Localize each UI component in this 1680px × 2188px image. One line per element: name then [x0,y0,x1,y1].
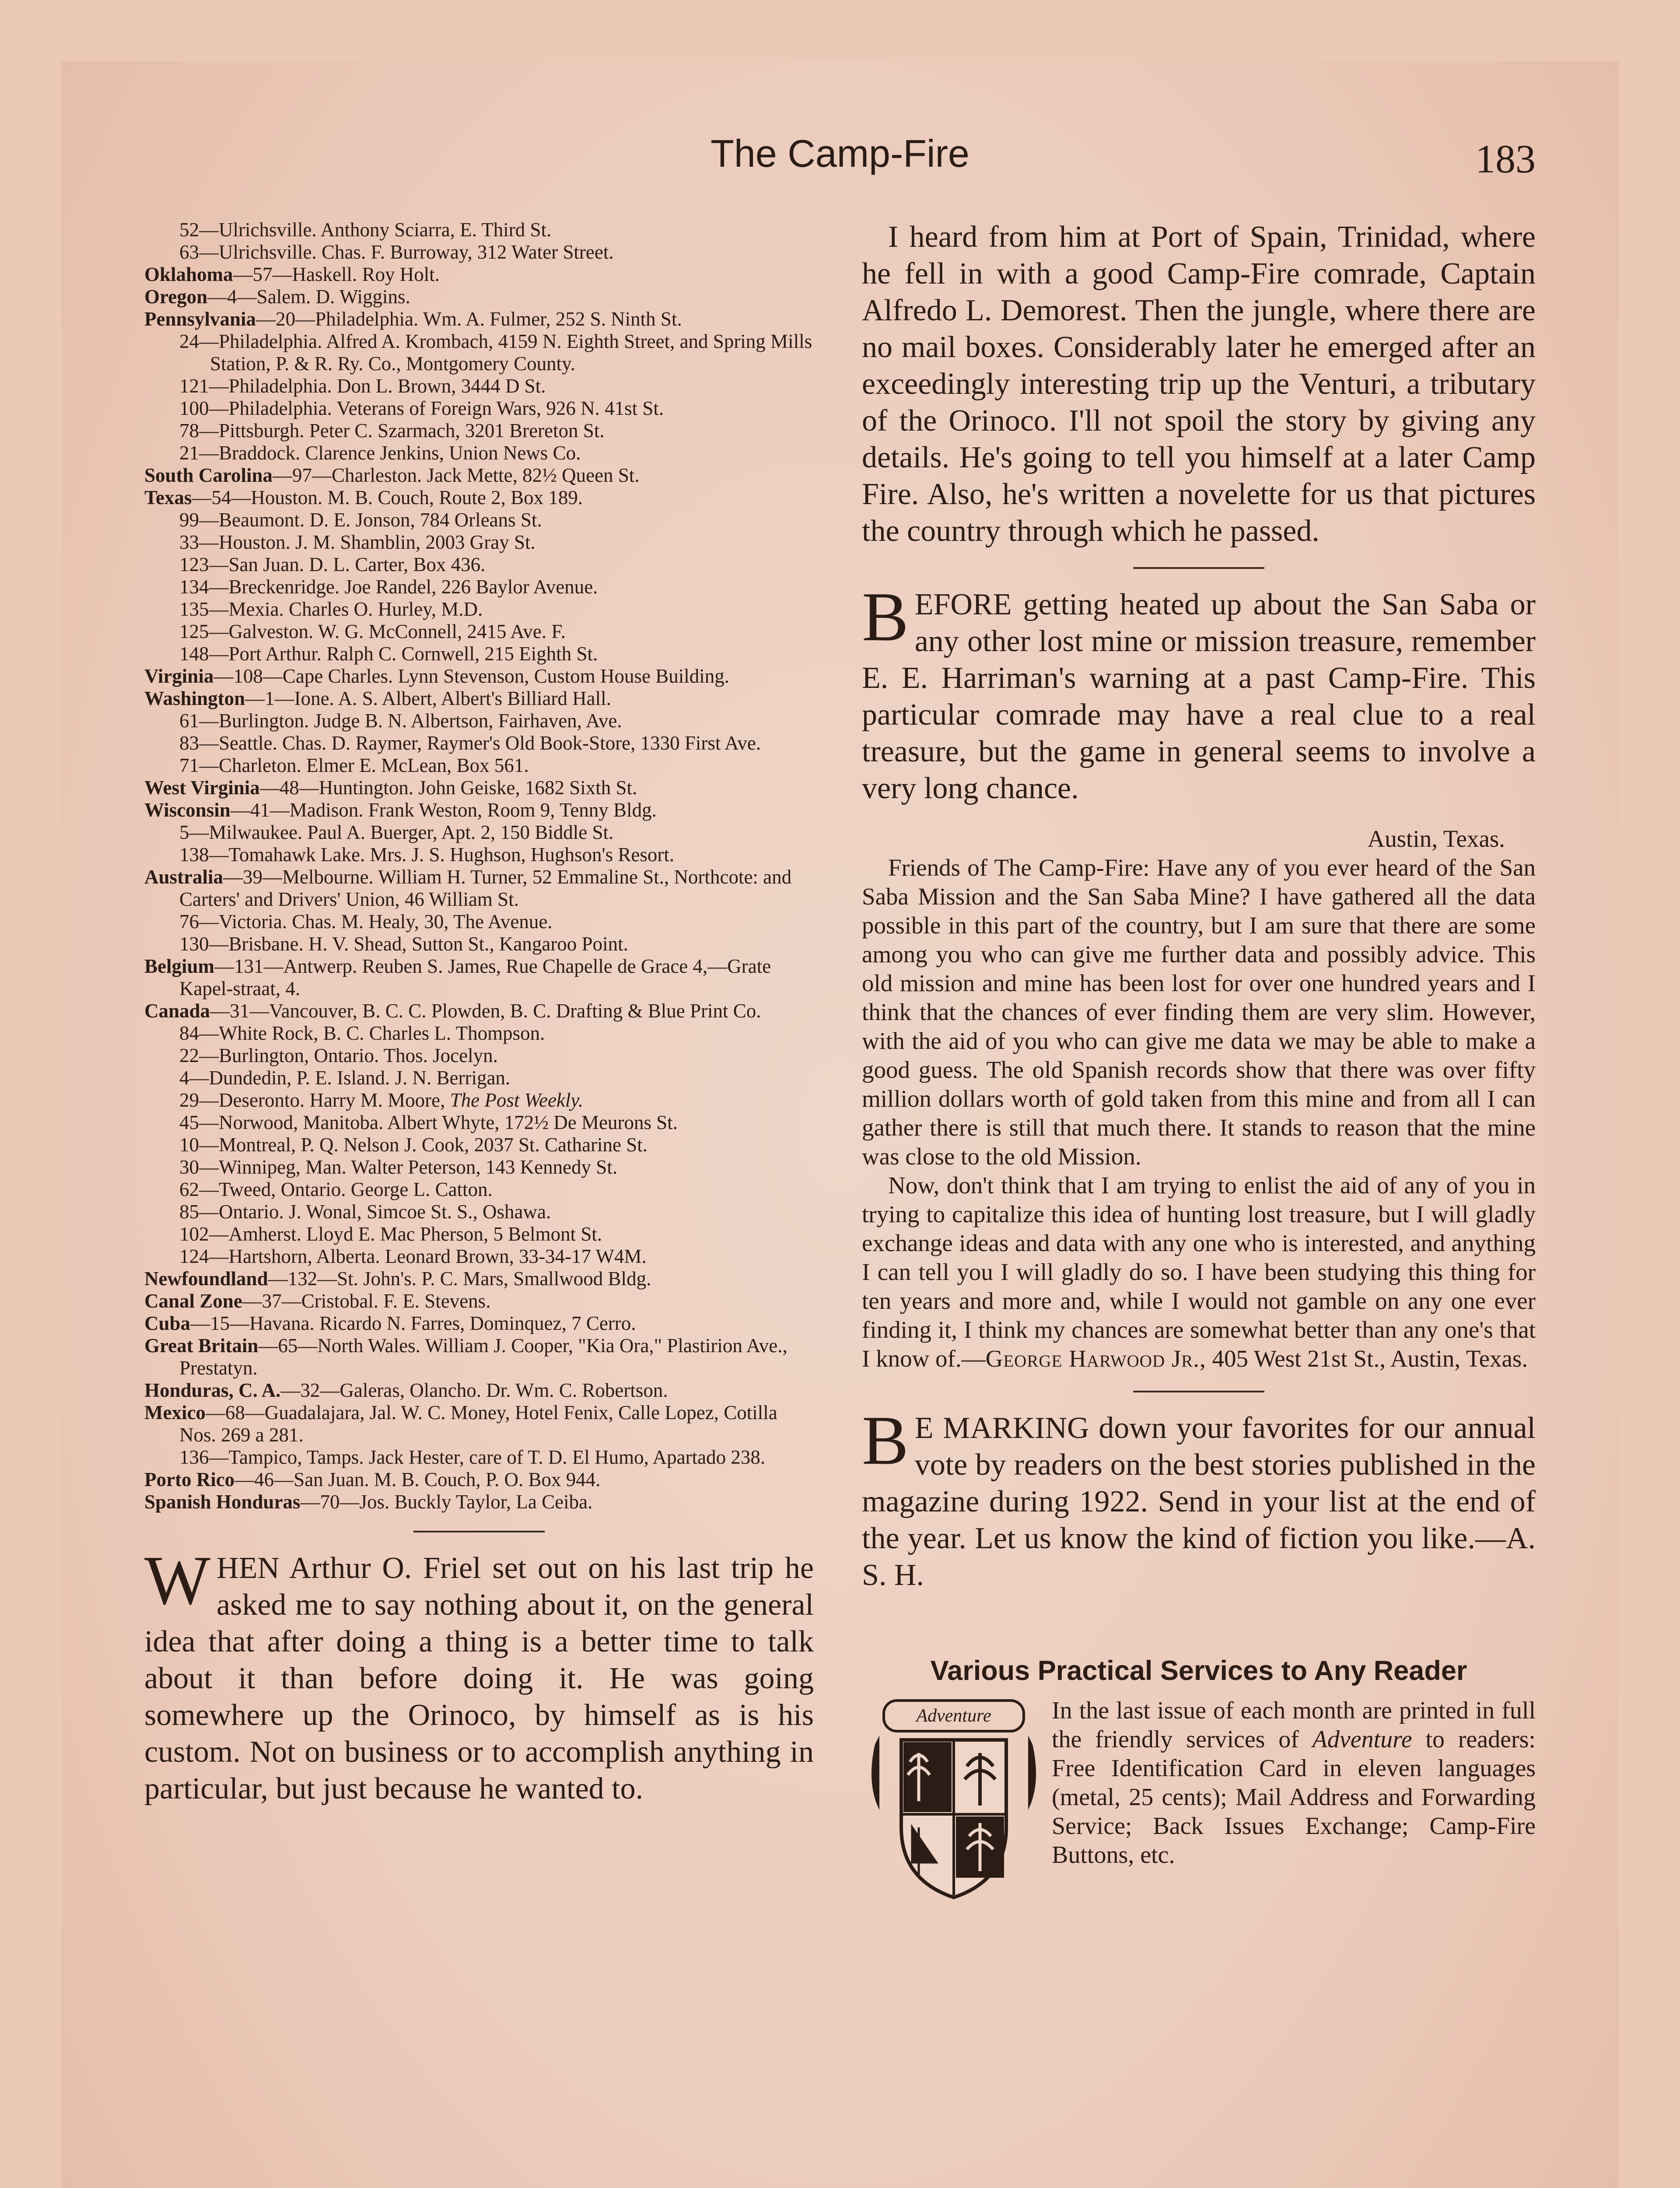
roster-entry: 136—Tampico, Tamps. Jack Hester, care of T. D. El Humo, Apartado 238. [179,1446,766,1468]
page-number: 183 [1475,137,1536,181]
roster-text: Montreal, P. Q. Nelson J. Cook, 2037 St. Catharine St. [219,1134,648,1156]
roster-entry: 83—Seattle. Chas. D. Raymer, Raymer's Old Book-Store, 1330 First Ave. [179,732,761,754]
roster-number: 84 [179,1022,199,1044]
roster-entry: 30—Winnipeg, Man. Walter Peterson, 143 Kennedy St. [179,1156,618,1178]
roster-entry: Mexico—68—Guadalajara, Jal. W. C. Money, Hotel Fenix, Calle Lopez, Cotilla Nos. 269 a 281. [144,1402,777,1446]
roster-text: Huntington. John Geiske, 1682 Sixth St. [318,777,637,799]
roster-state: Virginia [144,665,214,687]
roster-number: 136 [179,1446,209,1468]
roster-entry: Wisconsin—41—Madison. Frank Weston, Room 9, Tenny Bldg. [144,799,657,821]
page-title: The Camp-Fire [710,132,970,175]
roster-entry: 76—Victoria. Chas. M. Healy, 30, The Avenue. [179,911,553,933]
roster-state: Texas [144,487,192,508]
roster-text: Mexia. Charles O. Hurley, M.D. [228,598,483,620]
roster-text: Haskell. Roy Holt. [292,263,440,285]
roster-number: 78 [179,420,199,442]
roster-entry: 21—Braddock. Clarence Jenkins, Union News Co. [179,442,581,464]
harwood-letter [862,824,1536,1373]
letter-signature: George Harwood Jr., [985,1345,1206,1372]
roster-number: 97 [292,464,312,486]
roster-number: 30 [179,1156,199,1178]
roster-state: West Virginia [144,777,260,799]
roster-text: Dundedin, P. E. Island. J. N. Berrigan. [209,1067,511,1089]
roster-italic: The Post Weekly. [450,1089,584,1111]
roster-number: 21 [179,442,199,464]
roster-text: Amherst. Lloyd E. Mac Pherson, 5 Belmont St. [228,1223,602,1245]
emblem-label: Adventure [916,1706,991,1726]
roster-text: Cristobal. F. E. Stevens. [301,1290,491,1312]
roster-number: 85 [179,1201,199,1223]
roster-state: Honduras, C. A. [144,1379,281,1401]
letter-place: Austin, Texas. [1367,825,1505,852]
roster-number: 41 [250,799,270,821]
roster-text: North Wales. William J. Cooper, "Kia Ora," Plastirion Ave., Prestatyn. [179,1335,788,1379]
roster-text: Brisbane. H. V. Shead, Sutton St., Kangaroo Point. [228,933,628,955]
roster-entry: 148—Port Arthur. Ralph C. Cornwell, 215 Eighth St. [179,643,598,665]
roster-number: 125 [179,621,209,642]
roster-state: South Carolina [144,464,273,486]
roster-number: 62 [179,1178,199,1200]
roster-entry: Newfoundland—132—St. John's. P. C. Mars, Smallwood Bldg. [144,1268,651,1290]
roster-text: Ontario. J. Wonal, Simcoe St. S., Oshawa. [219,1201,551,1223]
roster-number: 5 [179,821,189,843]
roster-text: Houston. M. B. Couch, Route 2, Box 189. [251,487,583,508]
roster-number: 65 [278,1335,298,1357]
roster-entry: 62—Tweed, Ontario. George L. Catton. [179,1178,493,1200]
roster-entry: 125—Galveston. W. G. McConnell, 2415 Ave. F. [179,621,566,642]
roster-number: 102 [179,1223,209,1245]
roster-text: Breckenridge. Joe Randel, 226 Baylor Avenue. [228,576,598,598]
roster-text: Philadelphia. Wm. A. Fulmer, 252 S. Ninth St. [315,308,682,330]
roster-number: 68 [225,1402,245,1424]
roster-entry: 33—Houston. J. M. Shamblin, 2003 Gray St. [179,531,536,553]
roster-number: 70 [320,1491,340,1513]
roster-state: Oregon [144,286,208,308]
friel-continued [862,219,1536,550]
roster-text: Seattle. Chas. D. Raymer, Raymer's Old Book-Store, 1330 First Ave. [219,732,761,754]
roster-entry: 10—Montreal, P. Q. Nelson J. Cook, 2037 St. Catharine St. [179,1134,648,1156]
roster-number: 61 [179,710,199,732]
roster-entry: 134—Breckenridge. Joe Randel, 226 Baylor Avenue. [179,576,598,598]
roster-state: Wisconsin [144,799,231,821]
roster-number: 131 [234,955,264,977]
roster-text: Braddock. Clarence Jenkins, Union News Co. [219,442,581,464]
roster-entry: Honduras, C. A.—32—Galeras, Olancho. Dr. Wm. C. Robertson. [144,1379,668,1401]
roster-text: Philadelphia. Veterans of Foreign Wars, 926 N. 41st St. [228,397,664,419]
services-text-b: to readers: Free Identification Card in eleven languages (metal, 25 cents); Mail Address and Forwarding Service; Back Issues Exchange; Camp-Fire Buttons, etc. [1052,1726,1536,1869]
roster-text: Philadelphia. Don L. Brown, 3444 D St. [228,375,546,397]
roster-text: Galveston. W. G. McConnell, 2415 Ave. F. [228,621,566,642]
roster-entry: Oklahoma—57—Haskell. Roy Holt. [144,263,440,285]
roster-text: Madison. Frank Weston, Room 9, Tenny Bldg. [289,799,657,821]
roster-number: 76 [179,911,199,933]
roster-text: Deseronto. Harry M. Moore, [219,1089,450,1111]
roster-number: 1 [265,687,275,709]
roster-number: 132 [287,1268,318,1290]
roster-state: Canal Zone [144,1290,242,1312]
roster-text: Tampico, Tamps. Jack Hester, care of T. D. El Humo, Apartado 238. [228,1446,766,1468]
roster-number: 29 [179,1089,199,1111]
roster-text: San Juan. M. B. Couch, P. O. Box 944. [294,1469,601,1490]
roster-entry: 52—Ulrichsville. Anthony Sciarra, E. Third St. [179,219,552,241]
roster-number: 24 [179,330,199,352]
letter-address: 405 West 21st St., Austin, Texas. [1212,1345,1528,1372]
roster-text: White Rock, B. C. Charles L. Thompson. [219,1022,545,1044]
roster-number: 22 [179,1045,199,1066]
roster-text: Tomahawk Lake. Mrs. J. S. Hughson, Hughson's Resort. [228,844,675,866]
roster-entry: 24—Philadelphia. Alfred A. Krombach, 4159 N. Eighth Street, and Spring Mills Station, P. & R. Ry. Co., Montgomery County. [179,330,812,375]
roster-entry: Oregon—4—Salem. D. Wiggins. [144,286,410,308]
roster-text: Salem. D. Wiggins. [256,286,410,308]
roster-text: Hartshorn, Alberta. Leonard Brown, 33-34-17 W4M. [228,1245,647,1267]
roster-entry: 102—Amherst. Lloyd E. Mac Pherson, 5 Belmont St. [179,1223,602,1245]
roster-entry: 84—White Rock, B. C. Charles L. Thompson. [179,1022,545,1044]
roster-entry: Cuba—15—Havana. Ricardo N. Farres, Dominquez, 7 Cerro. [144,1312,636,1334]
roster-entry: 135—Mexia. Charles O. Hurley, M.D. [179,598,483,620]
roster-number: 100 [179,397,209,419]
roster-state: Porto Rico [144,1469,235,1490]
roster-number: 45 [179,1112,199,1133]
roster-text: Ulrichsville. Chas. F. Burroway, 312 Water Street. [219,241,614,263]
roster-entry: Porto Rico—46—San Juan. M. B. Couch, P. O. Box 944. [144,1469,601,1490]
friel-section [144,1541,814,1807]
letter-paragraph-1: Friends of The Camp-Fire: Have any of you ever heard of the San Saba Mission and the San Saba Mine? I have gathered all the data possible in this part of the country, but I am sure that there are some among you who can give me further data and possibly advice. This old mission and mine has been lost for over one hundred years and I think that the chances of ever finding them are very slim. However, with the aid of you who can give me data we may be able to make a good guess. The old Spanish records show that there was over fifty million dollars worth of gold taken from this mine and from all I can gather there is still that much there. It stands to reason that the mine was close to the old Mission. [862,854,1536,1170]
roster-text: Cape Charles. Lynn Stevenson, Custom House Building. [282,665,730,687]
roster-entry: Canal Zone—37—Cristobal. F. E. Stevens. [144,1290,491,1312]
roster-text: Vancouver, B. C. C. Plowden, B. C. Drafting & Blue Print Co. [269,1000,761,1022]
roster-entry: Texas—54—Houston. M. B. Couch, Route 2, Box 189. [144,487,583,508]
page-header [0,127,1680,188]
roster-entry: South Carolina—97—Charleston. Jack Mette, 82½ Queen St. [144,464,640,486]
roster-number: 124 [179,1245,209,1267]
roster-text: Houston. J. M. Shamblin, 2003 Gray St. [219,531,536,553]
roster-text: Antwerp. Reuben S. James, Rue Chapelle de Grace 4,—Grate Kapel-straat, 4. [179,955,771,999]
roster-number: 135 [179,598,209,620]
roster-entry: 130—Brisbane. H. V. Shead, Sutton St., Kangaroo Point. [179,933,628,955]
roster-entry: 124—Hartshorn, Alberta. Leonard Brown, 33-34-17 W4M. [179,1245,647,1267]
roster-entry: Virginia—108—Cape Charles. Lynn Stevenson, Custom House Building. [144,665,730,687]
roster-text: Charleston. Jack Mette, 82½ Queen St. [332,464,640,486]
roster-state: Newfoundland [144,1268,268,1290]
roster-entry: 29—Deseronto. Harry M. Moore, The Post Weekly. [179,1089,584,1111]
roster-number: 54 [211,487,231,508]
before-section [862,578,1536,807]
section-divider [413,1531,545,1532]
right-column [862,219,1536,1906]
roster-number: 134 [179,576,209,598]
roster-number: 57 [252,263,273,285]
roster-number: 4 [227,286,237,308]
roster-entry: 100—Philadelphia. Veterans of Foreign Wars, 926 N. 41st St. [179,397,664,419]
roster-number: 71 [179,754,199,776]
roster-entry: Pennsylvania—20—Philadelphia. Wm. A. Fulmer, 252 S. Ninth St. [144,308,682,330]
roster-text: Ulrichsville. Anthony Sciarra, E. Third St. [219,219,552,241]
roster-state: Canada [144,1000,210,1022]
roster-text: Beaumont. D. E. Jonson, 784 Orleans St. [219,509,542,531]
roster-entry: 78—Pittsburgh. Peter C. Szarmach, 3201 Brereton St. [179,420,605,442]
roster-entry: 121—Philadelphia. Don L. Brown, 3444 D St. [179,375,546,397]
roster-number: 32 [300,1379,320,1401]
roster-number: 15 [210,1312,230,1334]
marking-text: E MARKING down your favorites for our annual vote by readers on the best stories published in the magazine during 1922. Send in your list at the end of the year. Let us know the kind of fiction you like.—A. S. H. [862,1411,1536,1592]
roster-entry: 61—Burlington. Judge B. N. Albertson, Fairhaven, Ave. [179,710,622,732]
before-text: EFORE getting heated up about the San Saba or any other lost mine or mission treasure, remember E. E. Harriman's warning at a past Camp-Fire. This particular comrade may have a real clue to a real treasure, but the game in general seems to involve a very long chance. [862,588,1536,805]
roster-text: Jos. Buckly Taylor, La Ceiba. [359,1491,593,1513]
roster-number: 52 [179,219,199,241]
roster-number: 10 [179,1134,199,1156]
roster-number: 63 [179,241,199,263]
roster-state: Spanish Honduras [144,1491,301,1513]
roster-entry: 71—Charleton. Elmer E. McLean, Box 561. [179,754,529,776]
roster-number: 4 [179,1067,189,1089]
roster-text: Melbourne. William H. Turner, 52 Emmaline St., Northcote: and Carters' and Drivers' Union, 46 William St. [179,866,792,910]
roster-entry: Washington—1—Ione. A. S. Albert, Albert's Billiard Hall. [144,687,611,709]
roster-text: Victoria. Chas. M. Healy, 30, The Avenue. [219,911,553,933]
roster-entry: West Virginia—48—Huntington. John Geiske, 1682 Sixth St. [144,777,637,799]
roster-state: Oklahoma [144,263,233,285]
roster-number: 37 [262,1290,282,1312]
roster-text: Pittsburgh. Peter C. Szarmach, 3201 Brereton St. [219,420,605,442]
roster-text: Burlington. Judge B. N. Albertson, Fairhaven, Ave. [219,710,622,732]
roster-text: Guadalajara, Jal. W. C. Money, Hotel Fenix, Calle Lopez, Cotilla Nos. 269 a 281. [179,1402,777,1446]
roster-entry: Australia—39—Melbourne. William H. Turner, 52 Emmaline St., Northcote: and Carters' and Drivers' Union, 46 William St. [144,866,792,910]
roster-number: 148 [179,643,209,665]
roster-state: Great Britain [144,1335,259,1357]
roster-number: 31 [230,1000,250,1022]
roster-number: 130 [179,933,209,955]
roster-text: Winnipeg, Man. Walter Peterson, 143 Kennedy St. [219,1156,618,1178]
roster-entry: 85—Ontario. J. Wonal, Simcoe St. S., Oshawa. [179,1201,551,1223]
roster-entry: 99—Beaumont. D. E. Jonson, 784 Orleans St. [179,509,542,531]
roster-text: Norwood, Manitoba. Albert Whyte, 172½ De Meurons St. [219,1112,678,1133]
section-divider [1133,1391,1264,1392]
roster-number: 99 [179,509,199,531]
services-italic: Adventure [1312,1726,1412,1753]
roster-number: 138 [179,844,209,866]
letter-paragraph-2: Now, don't think that I am trying to enlist the aid of any of you in trying to capitalize this idea of hunting lost treasure, but I will gladly exchange ideas and data with any one who is interested, and anything I can tell you I will gladly do so. I have been studying this thing for ten years and more and, while I would not gamble on any one ever finding it, I think my chances are somewhat better than any one's that I know of.— [862,1172,1536,1372]
roster-entry: 63—Ulrichsville. Chas. F. Burroway, 312 Water Street. [179,241,614,263]
roster-text: Havana. Ricardo N. Farres, Dominquez, 7 Cerro. [249,1312,636,1334]
friel-continued-text: I heard from him at Port of Spain, Trinidad, where he fell in with a good Camp-Fire comrade, Captain Alfredo L. Demorest. Then the jungle, where there are no mail boxes. Considerably later he emerged after an exceedingly interesting trip up the Venturi, a tributary of the Orinoco. I'll not spoil the story by giving any details. He's going to tell you himself at a later Camp Fire. Also, he's written a novelette for us that pictures the country through which he passed. [862,220,1536,548]
roster-text: Philadelphia. Alfred A. Krombach, 4159 N. Eighth Street, and Spring Mills Station, P. & R. Ry. Co., Montgomery County. [210,330,812,375]
roster-state: Mexico [144,1402,206,1424]
roster-text: Burlington, Ontario. Thos. Jocelyn. [219,1045,498,1066]
adventure-emblem-icon [862,1696,1046,1902]
roster-entry: Great Britain—65—North Wales. William J. Cooper, "Kia Ora," Plastirion Ave., Prestatyn. [144,1335,788,1379]
roster-entry: Canada—31—Vancouver, B. C. C. Plowden, B. C. Drafting & Blue Print Co. [144,1000,761,1022]
roster-text: San Juan. D. L. Carter, Box 436. [228,554,486,575]
roster-number: 121 [179,375,209,397]
roster-number: 48 [279,777,299,799]
roster-entry: 4—Dundedin, P. E. Island. J. N. Berrigan. [179,1067,511,1089]
roster-text: Port Arthur. Ralph C. Cornwell, 215 Eighth St. [228,643,598,665]
roster-number: 20 [276,308,296,330]
roster-state: Cuba [144,1312,191,1334]
roster-state: Australia [144,866,223,888]
left-column [144,219,814,1807]
friel-text: HEN Arthur O. Friel set out on his last trip he asked me to say nothing about it, on the general idea that after doing a thing is a better time to talk about it than before doing it. He was going somewhere up the Orinoco, by himself as is his custom. Not on business or to accomplish anything in particular, but just because he wanted to. [144,1551,814,1806]
roster-text: Ione. A. S. Albert, Albert's Billiard Hall. [294,687,611,709]
roster-entry: 45—Norwood, Manitoba. Albert Whyte, 172½ De Meurons St. [179,1112,678,1133]
services-box [862,1655,1536,1869]
roster-entry: 123—San Juan. D. L. Carter, Box 436. [179,554,486,575]
section-divider [1133,567,1264,569]
roster-number: 83 [179,732,199,754]
roster-number: 108 [233,665,263,687]
roster-text: Charleton. Elmer E. McLean, Box 561. [219,754,529,776]
roster-state: Belgium [144,955,215,977]
roster-entry: 22—Burlington, Ontario. Thos. Jocelyn. [179,1045,498,1066]
roster-state: Pennsylvania [144,308,256,330]
drop-cap-b: B [862,578,909,656]
roster-text: Milwaukee. Paul A. Buerger, Apt. 2, 150 Biddle St. [209,821,614,843]
roster-number: 33 [179,531,199,553]
roster-text: St. John's. P. C. Mars, Smallwood Bldg. [337,1268,651,1290]
roster-number: 46 [254,1469,274,1490]
services-text-a: In the last issue of each month are printed in full the friendly services of [1052,1697,1536,1753]
roster-number: 39 [243,866,262,888]
services-heading: Various Practical Services to Any Reader [930,1655,1467,1686]
roster-state: Washington [144,687,245,709]
roster-text: Tweed, Ontario. George L. Catton. [219,1178,493,1200]
roster-entry: Belgium—131—Antwerp. Reuben S. James, Rue Chapelle de Grace 4,—Grate Kapel-straat, 4. [144,955,771,999]
drop-cap-b: B [862,1401,909,1479]
roster-entry: Spanish Honduras—70—Jos. Buckly Taylor, La Ceiba. [144,1491,593,1513]
roster-number: 123 [179,554,209,575]
roster-entry: 5—Milwaukee. Paul A. Buerger, Apt. 2, 150 Biddle St. [179,821,614,843]
camp-fire-station-roster [144,219,814,1513]
roster-text: Galeras, Olancho. Dr. Wm. C. Robertson. [340,1379,668,1401]
drop-cap-w: W [144,1541,211,1619]
marking-section [862,1401,1536,1594]
roster-entry: 138—Tomahawk Lake. Mrs. J. S. Hughson, Hughson's Resort. [179,844,675,866]
